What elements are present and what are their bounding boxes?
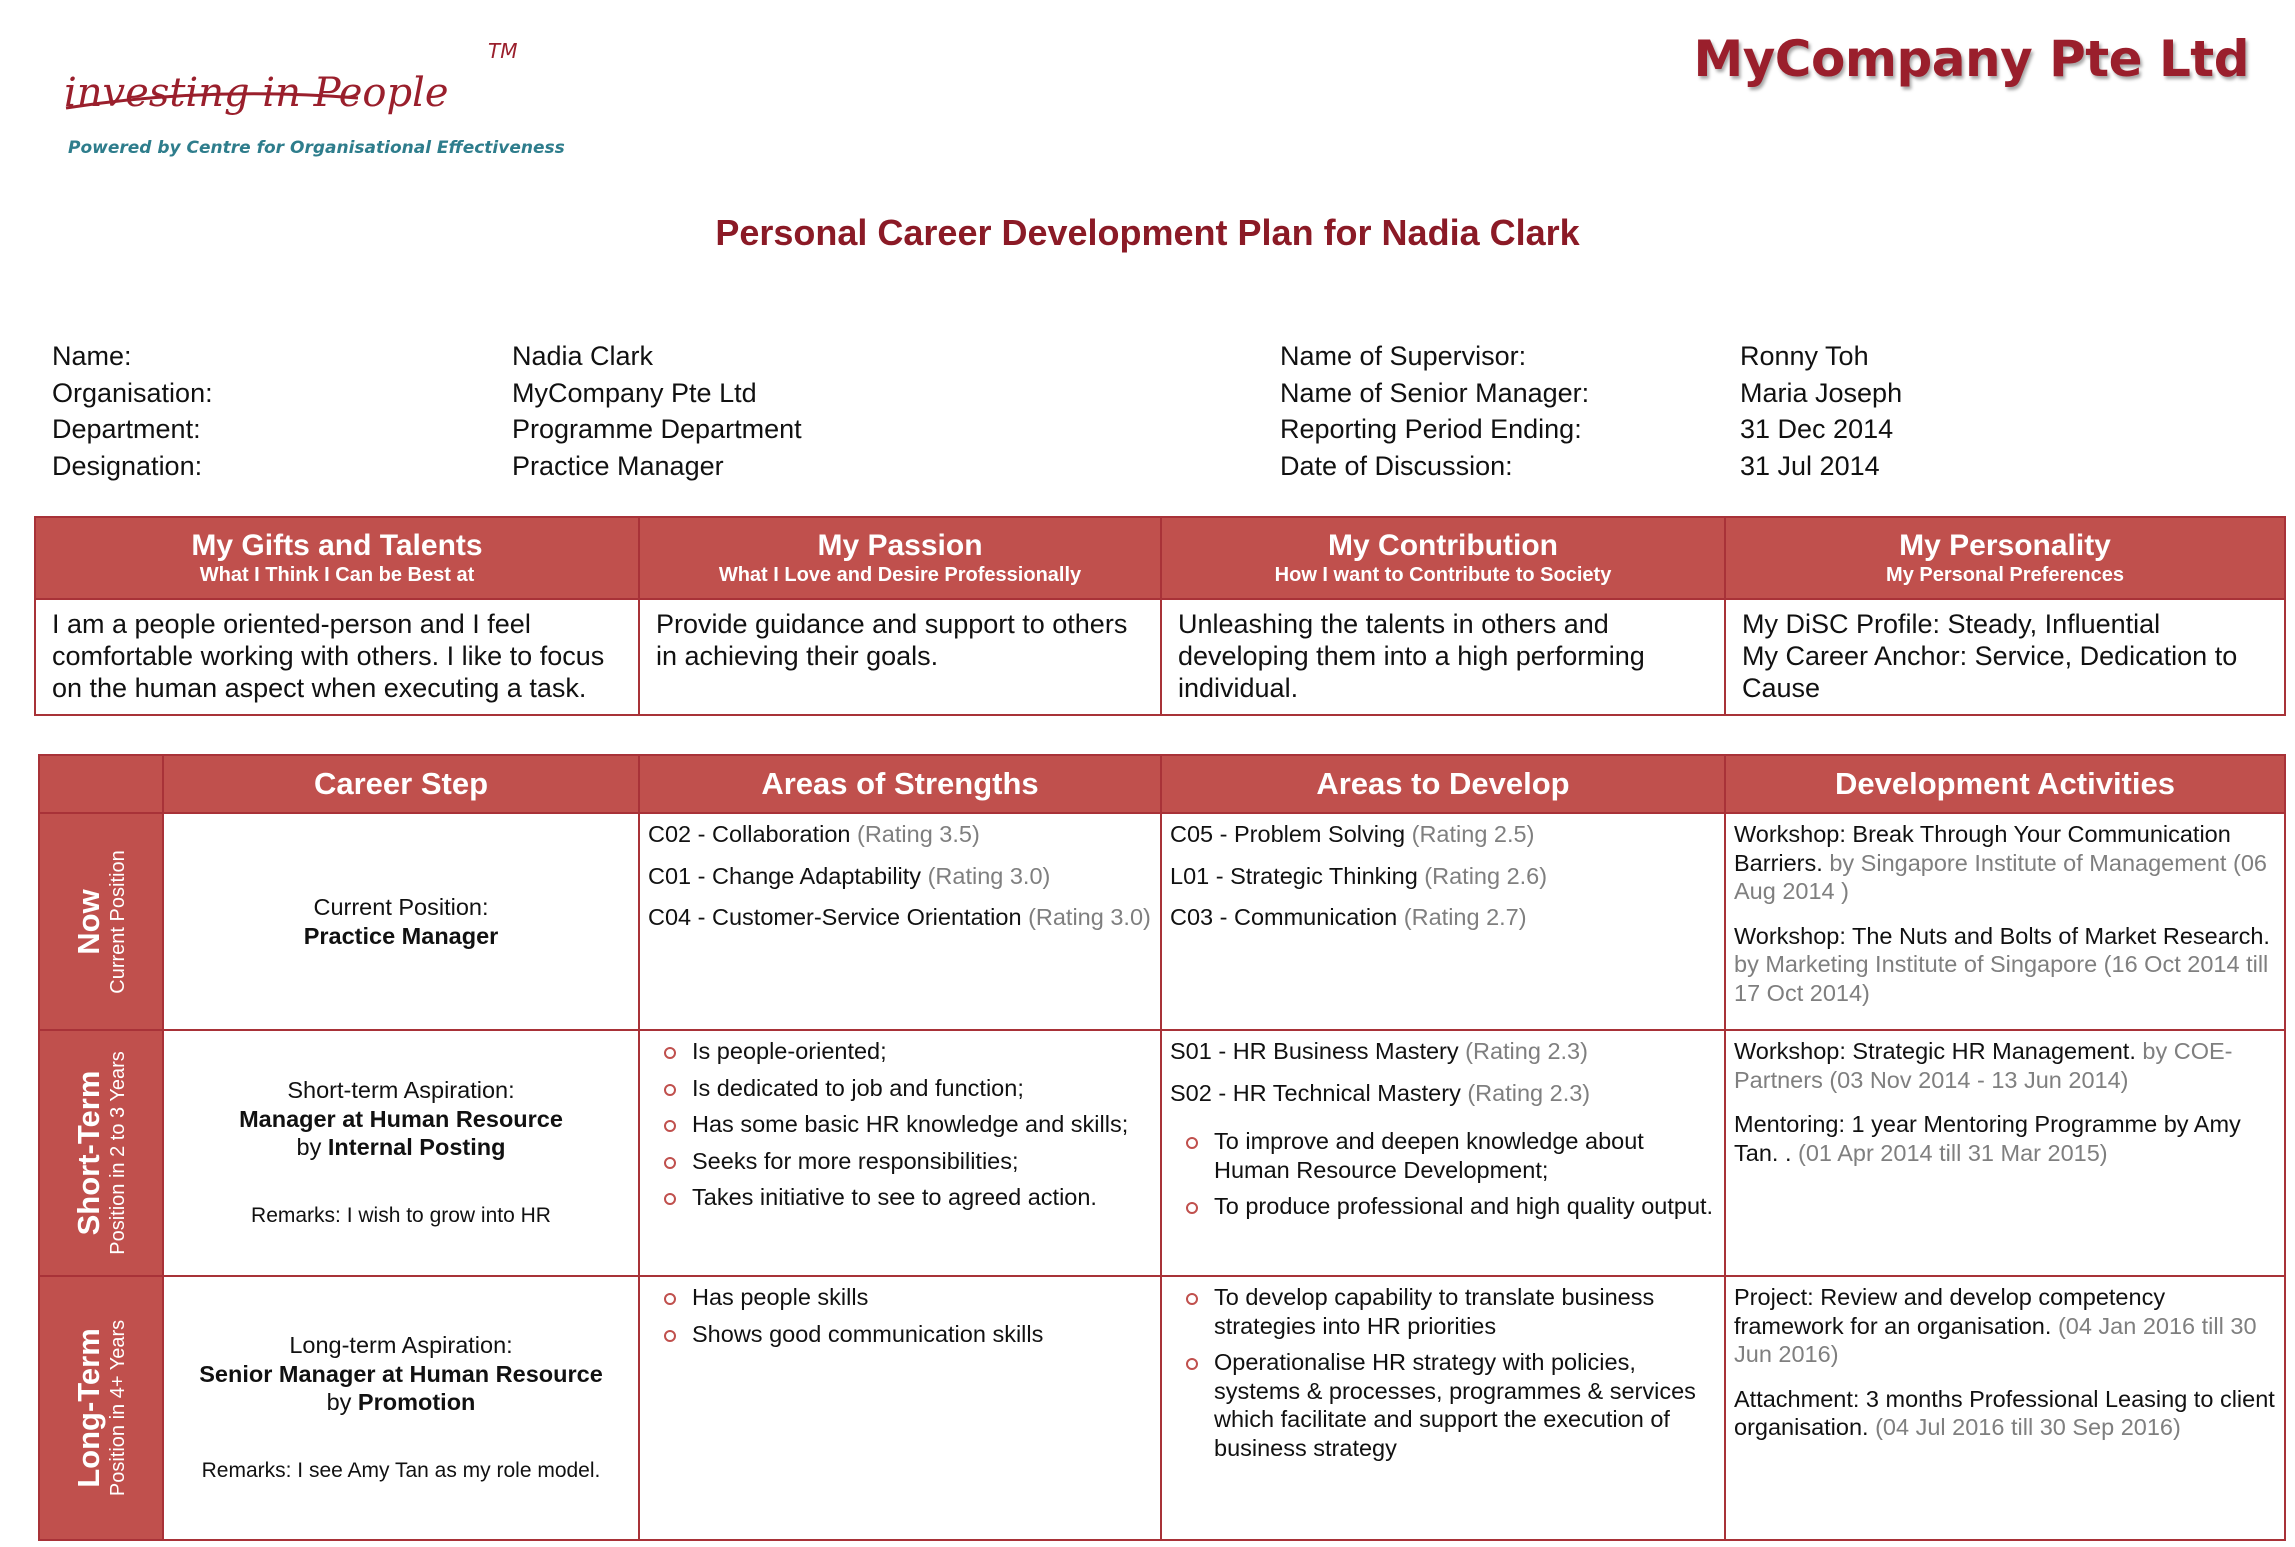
step-line1: Current Position: (313, 894, 489, 920)
competency-item: C05 - Problem Solving (Rating 2.5) (1170, 821, 1535, 847)
row-label-sub: Position in 4+ Years (107, 1319, 129, 1497)
short-activities (1725, 1030, 2285, 1276)
step-line2: Senior Manager at Human Resource (199, 1360, 603, 1387)
step-line2: Manager at Human Resource (239, 1105, 563, 1132)
now-career-step (163, 813, 639, 1030)
long-strengths (639, 1276, 1161, 1540)
logo-main-text: investing in People (64, 70, 449, 116)
profile-disc: My DiSC Profile: Steady, Influential (1742, 609, 2161, 639)
activity-item: Mentoring: 1 year Mentoring Programme by Amy Tan. . (01 Apr 2014 till 31 Mar 2015) (1734, 1111, 2241, 1166)
step-method: by Promotion (326, 1389, 476, 1415)
info-label-name: Name: (52, 341, 132, 371)
info-label-reporting-period: Reporting Period Ending: (1280, 414, 1582, 444)
company-name: MyCompany Pte Ltd (1693, 30, 2249, 88)
list-item: To improve and deepen knowledge about Human Resource Development; (1170, 1127, 1716, 1184)
now-strengths (639, 813, 1161, 1030)
row-label-now (39, 813, 163, 1030)
info-value-senior-manager: Maria Joseph (1740, 377, 1903, 408)
step-remarks: Remarks: I wish to grow into HR (251, 1203, 551, 1227)
info-left-values (512, 338, 802, 484)
row-label-title: Short-Term (71, 1070, 106, 1236)
competency-item: S01 - HR Business Mastery (Rating 2.3) (1170, 1038, 1588, 1064)
profile-header-gifts (35, 517, 639, 599)
investing-in-people-logo (58, 28, 578, 168)
profile-header-passion (639, 517, 1161, 599)
row-label-title: Long-Term (71, 1328, 106, 1488)
profile-subtitle: My Personal Preferences (1886, 564, 2124, 586)
plan-header-develop: Areas to Develop (1161, 755, 1725, 813)
develop-list (1170, 1283, 1716, 1462)
info-value-supervisor: Ronny Toh (1740, 341, 1869, 371)
list-item: Has people skills (648, 1283, 1152, 1312)
info-label-designation: Designation: (52, 450, 203, 481)
info-value-discussion-date: 31 Jul 2014 (1740, 450, 1880, 481)
profile-title: My Passion (817, 529, 983, 562)
short-strengths (639, 1030, 1161, 1276)
list-item: Seeks for more responsibilities; (648, 1147, 1152, 1176)
info-label-senior-manager: Name of Senior Manager: (1280, 377, 1590, 408)
logo-tagline: Powered by Centre for Organisational Effectiveness (68, 138, 565, 158)
profile-career-anchor: My Career Anchor: Service, Dedication to Cause (1742, 641, 2238, 703)
profile-subtitle: What I Think I Can be Best at (199, 564, 475, 586)
info-value-department: Programme Department (512, 414, 802, 444)
info-label-supervisor: Name of Supervisor: (1280, 341, 1527, 371)
profile-subtitle: What I Love and Desire Professionally (718, 564, 1082, 586)
activity-item: Attachment: 3 months Professional Leasing to client organisation. (04 Jul 2016 till 30 Sep 2016) (1734, 1385, 2275, 1440)
career-plan-table (38, 754, 2286, 1541)
short-career-step (163, 1030, 639, 1276)
step-line2: Practice Manager (303, 922, 499, 949)
develop-list (1170, 1127, 1716, 1221)
info-label-department: Department: (52, 414, 201, 444)
long-career-step (163, 1276, 639, 1540)
list-item: Takes initiative to see to agreed action. (648, 1183, 1152, 1212)
competency-item: L01 - Strategic Thinking (Rating 2.6) (1170, 862, 1548, 889)
profile-personality-cell (1725, 599, 2285, 715)
profile-title: My Contribution (1328, 529, 1558, 562)
info-value-reporting-period: 31 Dec 2014 (1740, 414, 1894, 444)
competency-item: C02 - Collaboration (Rating 3.5) (648, 821, 980, 847)
plan-header-activities: Development Activities (1725, 755, 2285, 813)
profile-header-contribution (1161, 517, 1725, 599)
now-develop (1161, 813, 1725, 1030)
info-value-designation: Practice Manager (512, 450, 724, 481)
page-title: Personal Career Development Plan for Nadia Clark (715, 212, 1580, 253)
competency-item: C04 - Customer-Service Orientation (Rating 3.0) (648, 904, 1151, 930)
profile-table (34, 516, 2286, 716)
list-item: Operationalise HR strategy with policies, systems & processes, programmes & services which facilitate and support the execution of business strategy (1170, 1348, 1716, 1462)
list-item: Is people-oriented; (648, 1037, 1152, 1066)
list-item: Has some basic HR knowledge and skills; (648, 1110, 1152, 1139)
logo-tm: TM (488, 39, 518, 63)
plan-header-career-step: Career Step (163, 755, 639, 813)
list-item: Is dedicated to job and function; (648, 1074, 1152, 1103)
list-item: To produce professional and high quality output. (1170, 1192, 1716, 1221)
row-label-title: Now (71, 888, 106, 955)
competency-item: S02 - HR Technical Mastery (Rating 2.3) (1170, 1079, 1591, 1106)
info-value-name: Nadia Clark (512, 341, 654, 371)
competency-item: C01 - Change Adaptability (Rating 3.0) (648, 862, 1051, 889)
profile-passion-text: Provide guidance and support to others in achieving their goals. (639, 599, 1161, 715)
profile-contribution-text: Unleashing the talents in others and developing them into a high performing individual. (1161, 599, 1725, 715)
info-left-labels (52, 338, 213, 484)
profile-subtitle: How I want to Contribute to Society (1274, 564, 1612, 586)
row-label-short-term (39, 1030, 163, 1276)
step-method: by Internal Posting (296, 1134, 506, 1160)
row-label-long-term (39, 1276, 163, 1540)
now-activities (1725, 813, 2285, 1030)
plan-header-corner (39, 755, 163, 813)
profile-header-personality (1725, 517, 2285, 599)
info-right-labels (1280, 338, 1589, 484)
activity-item: Workshop: The Nuts and Bolts of Market Research. by Marketing Institute of Singapore (16 Oct 2014 till 17 Oct 2014) (1734, 922, 2270, 1006)
short-develop (1161, 1030, 1725, 1276)
profile-title: My Gifts and Talents (191, 529, 483, 562)
info-label-organisation: Organisation: (52, 377, 213, 408)
competency-item: C03 - Communication (Rating 2.7) (1170, 904, 1527, 930)
step-remarks: Remarks: I see Amy Tan as my role model. (201, 1458, 601, 1482)
list-item: To develop capability to translate business strategies into HR priorities (1170, 1283, 1716, 1340)
info-value-organisation: MyCompany Pte Ltd (512, 377, 757, 408)
activity-item: Workshop: Break Through Your Communication Barriers. by Singapore Institute of Management (06 Aug 2014 ) (1734, 821, 2267, 904)
plan-header-strengths: Areas of Strengths (639, 755, 1161, 813)
step-line1: Long-term Aspiration: (289, 1332, 513, 1358)
activity-item: Project: Review and develop competency framework for an organisation. (04 Jan 2016 till 30 Jun 2016) (1734, 1284, 2257, 1367)
profile-gifts-text: I am a people oriented-person and I feel comfortable working with others. I like to focus on the human aspect when executing a task. (35, 599, 639, 715)
profile-title: My Personality (1899, 529, 2111, 562)
step-line1: Short-term Aspiration: (287, 1077, 515, 1103)
info-label-discussion-date: Date of Discussion: (1280, 450, 1513, 481)
list-item: Shows good communication skills (648, 1320, 1152, 1349)
info-right-values (1740, 338, 1902, 484)
strength-list (648, 1283, 1152, 1348)
long-activities (1725, 1276, 2285, 1540)
row-label-sub: Current Position (107, 849, 129, 994)
row-label-sub: Position in 2 to 3 Years (107, 1051, 129, 1255)
activity-item: Workshop: Strategic HR Management. by COE-Partners (03 Nov 2014 - 13 Jun 2014) (1734, 1038, 2233, 1093)
long-develop (1161, 1276, 1725, 1540)
strength-list (648, 1037, 1152, 1212)
